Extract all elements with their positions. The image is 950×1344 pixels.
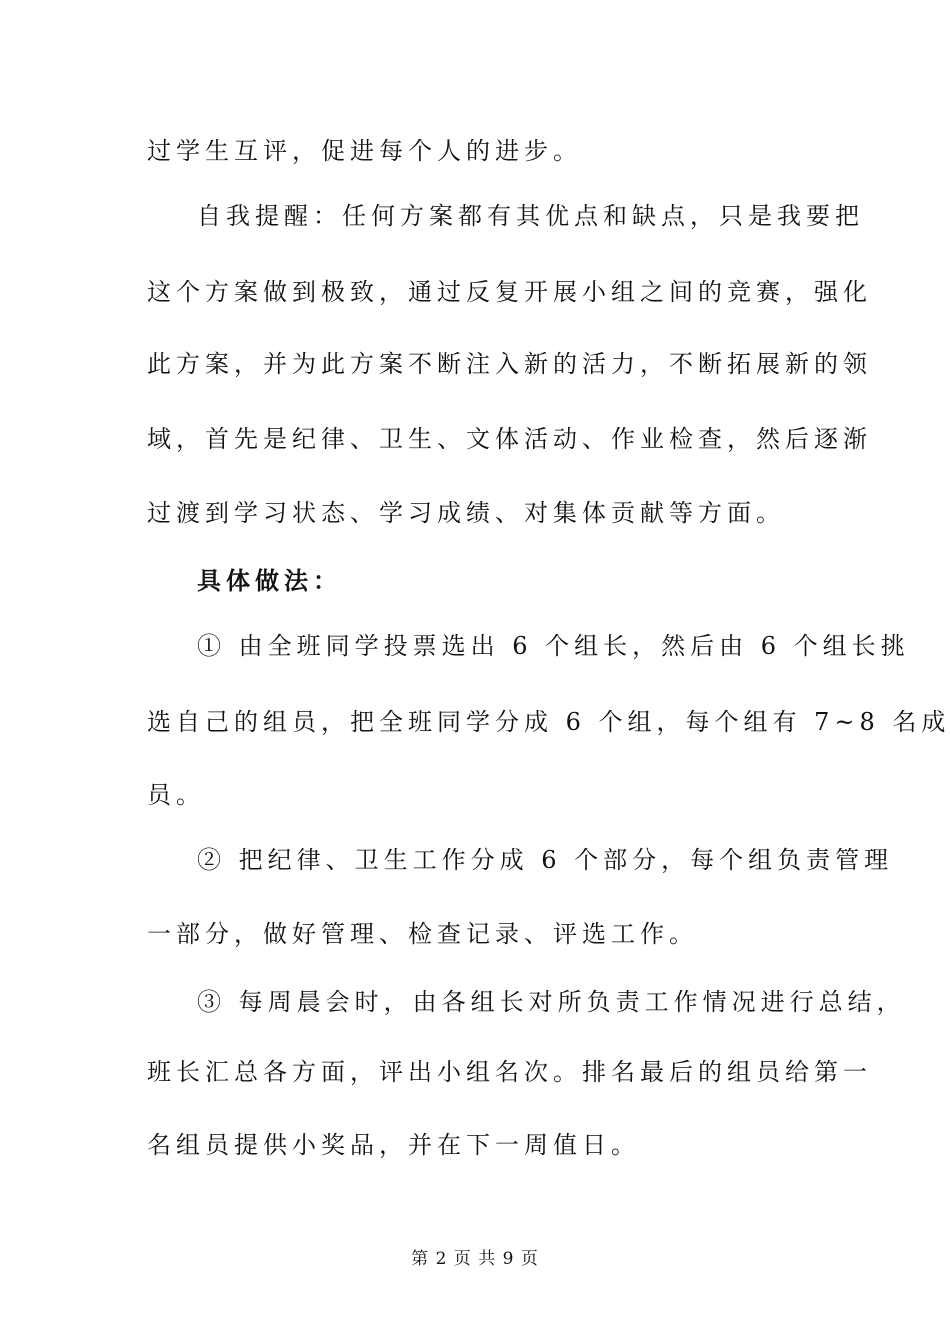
page-number-footer: 第 2 页 共 9 页	[411, 1249, 539, 1269]
paragraph-line: 员。	[147, 781, 205, 809]
paragraph-line: ① 由全班同学投票选出 6 个组长，然后由 6 个组长挑	[197, 632, 910, 660]
section-heading: 具体做法：	[197, 566, 342, 595]
paragraph-line: 班长汇总各方面，评出小组名次。排名最后的组员给第一	[147, 1058, 872, 1086]
paragraph-line: 这个方案做到极致，通过反复开展小组之间的竞赛，强化	[147, 278, 872, 306]
paragraph-line: 自我提醒：任何方案都有其优点和缺点，只是我要把	[197, 202, 864, 230]
paragraph-line: 一部分，做好管理、检查记录、评选工作。	[147, 920, 698, 948]
paragraph-line: 名组员提供小奖品，并在下一周值日。	[147, 1131, 640, 1159]
paragraph-line: 过渡到学习状态、学习成绩、对集体贡献等方面。	[147, 499, 785, 527]
paragraph-line: 此方案，并为此方案不断注入新的活力，不断拓展新的领	[147, 350, 872, 378]
paragraph-line: ② 把纪律、卫生工作分成 6 个部分，每个组负责管理	[197, 846, 894, 874]
paragraph-line: 域，首先是纪律、卫生、文体活动、作业检查，然后逐渐	[147, 425, 872, 453]
paragraph-line: 选自己的组员，把全班同学分成 6 个组，每个组有 7~8 名成	[147, 708, 950, 736]
paragraph-line: ③ 每周晨会时，由各组长对所负责工作情况进行总结，	[197, 988, 906, 1016]
paragraph-line: 过学生互评，促进每个人的进步。	[147, 137, 582, 165]
